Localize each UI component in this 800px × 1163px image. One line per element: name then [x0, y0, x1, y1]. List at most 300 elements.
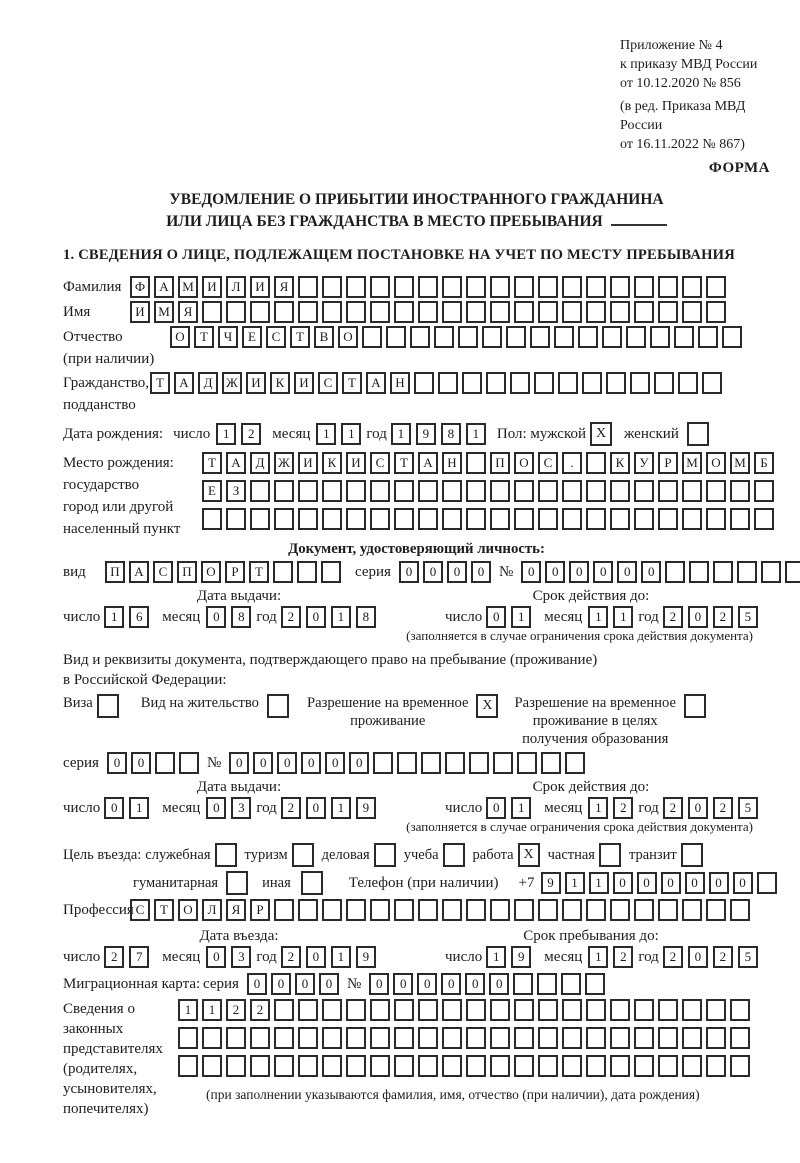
form-cell[interactable] — [586, 1027, 606, 1049]
form-cell[interactable] — [298, 1055, 318, 1077]
form-cell[interactable] — [322, 276, 342, 298]
form-cell[interactable]: 1 — [331, 946, 351, 968]
purpose-business-checkbox[interactable] — [374, 843, 396, 867]
form-cell[interactable]: 1 — [511, 606, 531, 628]
form-cell[interactable] — [538, 899, 558, 921]
form-cell[interactable] — [658, 276, 678, 298]
form-cell[interactable] — [346, 1027, 366, 1049]
form-cell[interactable]: М — [682, 452, 702, 474]
form-cell[interactable] — [722, 326, 742, 348]
form-cell[interactable]: 0 — [569, 561, 589, 583]
form-cell[interactable] — [658, 1027, 678, 1049]
form-cell[interactable] — [682, 999, 702, 1021]
form-cell[interactable]: 9 — [416, 423, 436, 445]
form-cell[interactable] — [370, 508, 390, 530]
purpose-private-checkbox[interactable] — [599, 843, 621, 867]
form-cell[interactable]: 8 — [356, 606, 376, 628]
form-cell[interactable]: Т — [290, 326, 310, 348]
form-cell[interactable]: 8 — [231, 606, 251, 628]
form-cell[interactable]: 9 — [511, 946, 531, 968]
form-cell[interactable]: 2 — [663, 797, 683, 819]
form-cell[interactable] — [658, 899, 678, 921]
form-cell[interactable] — [418, 480, 438, 502]
form-cell[interactable] — [517, 752, 537, 774]
form-cell[interactable]: 2 — [663, 946, 683, 968]
form-cell[interactable]: М — [730, 452, 750, 474]
form-cell[interactable] — [650, 326, 670, 348]
form-cell[interactable] — [462, 372, 482, 394]
form-cell[interactable] — [606, 372, 626, 394]
form-cell[interactable]: З — [226, 480, 246, 502]
form-cell[interactable] — [514, 1055, 534, 1077]
form-cell[interactable]: Р — [225, 561, 245, 583]
form-cell[interactable] — [226, 1027, 246, 1049]
form-cell[interactable]: 0 — [295, 973, 315, 995]
form-cell[interactable]: 0 — [545, 561, 565, 583]
form-cell[interactable]: 0 — [319, 973, 339, 995]
form-cell[interactable]: Т — [154, 899, 174, 921]
form-cell[interactable]: 1 — [316, 423, 336, 445]
form-cell[interactable] — [386, 326, 406, 348]
form-cell[interactable] — [682, 1055, 702, 1077]
form-cell[interactable] — [562, 480, 582, 502]
form-cell[interactable] — [706, 480, 726, 502]
form-cell[interactable] — [490, 301, 510, 323]
form-cell[interactable]: 2 — [663, 606, 683, 628]
form-cell[interactable] — [706, 1055, 726, 1077]
form-cell[interactable]: О — [706, 452, 726, 474]
form-cell[interactable] — [298, 1027, 318, 1049]
form-cell[interactable] — [370, 301, 390, 323]
form-cell[interactable] — [346, 480, 366, 502]
form-cell[interactable] — [658, 301, 678, 323]
form-cell[interactable] — [757, 872, 777, 894]
form-cell[interactable] — [514, 1027, 534, 1049]
form-cell[interactable] — [682, 480, 702, 502]
form-cell[interactable]: 0 — [104, 797, 124, 819]
form-cell[interactable] — [634, 1027, 654, 1049]
form-cell[interactable]: 0 — [688, 797, 708, 819]
form-cell[interactable] — [346, 508, 366, 530]
form-cell[interactable]: 0 — [593, 561, 613, 583]
form-cell[interactable] — [434, 326, 454, 348]
form-cell[interactable]: С — [266, 326, 286, 348]
form-cell[interactable] — [634, 999, 654, 1021]
form-cell[interactable] — [394, 899, 414, 921]
form-cell[interactable] — [410, 326, 430, 348]
form-cell[interactable] — [298, 899, 318, 921]
form-cell[interactable] — [418, 999, 438, 1021]
form-cell[interactable] — [654, 372, 674, 394]
form-cell[interactable] — [370, 1055, 390, 1077]
form-cell[interactable] — [226, 508, 246, 530]
form-cell[interactable] — [565, 752, 585, 774]
form-cell[interactable] — [634, 480, 654, 502]
form-cell[interactable] — [754, 508, 774, 530]
form-cell[interactable]: 1 — [588, 946, 608, 968]
form-cell[interactable] — [538, 1055, 558, 1077]
form-cell[interactable] — [538, 276, 558, 298]
form-cell[interactable] — [730, 1055, 750, 1077]
form-cell[interactable]: Я — [274, 276, 294, 298]
form-cell[interactable]: 0 — [206, 946, 226, 968]
form-cell[interactable]: 0 — [369, 973, 389, 995]
form-cell[interactable] — [702, 372, 722, 394]
form-cell[interactable]: 0 — [486, 797, 506, 819]
form-cell[interactable] — [706, 301, 726, 323]
form-cell[interactable] — [586, 999, 606, 1021]
form-cell[interactable] — [394, 301, 414, 323]
form-cell[interactable] — [394, 1027, 414, 1049]
form-cell[interactable]: Т — [194, 326, 214, 348]
form-cell[interactable] — [562, 301, 582, 323]
form-cell[interactable] — [466, 301, 486, 323]
form-cell[interactable] — [737, 561, 757, 583]
form-cell[interactable] — [394, 1055, 414, 1077]
form-cell[interactable] — [322, 1055, 342, 1077]
form-cell[interactable] — [466, 508, 486, 530]
form-cell[interactable]: 1 — [486, 946, 506, 968]
form-cell[interactable] — [630, 372, 650, 394]
form-cell[interactable]: 1 — [613, 606, 633, 628]
form-cell[interactable] — [586, 1055, 606, 1077]
form-cell[interactable]: И — [298, 452, 318, 474]
form-cell[interactable]: 0 — [613, 872, 633, 894]
form-cell[interactable]: С — [318, 372, 338, 394]
form-cell[interactable] — [202, 508, 222, 530]
form-cell[interactable] — [514, 899, 534, 921]
form-cell[interactable] — [610, 1027, 630, 1049]
form-cell[interactable] — [665, 561, 685, 583]
form-cell[interactable]: А — [366, 372, 386, 394]
form-cell[interactable] — [370, 1027, 390, 1049]
form-cell[interactable]: 5 — [738, 797, 758, 819]
form-cell[interactable]: 2 — [281, 797, 301, 819]
form-cell[interactable] — [346, 276, 366, 298]
form-cell[interactable] — [634, 899, 654, 921]
form-cell[interactable] — [490, 508, 510, 530]
form-cell[interactable] — [682, 508, 702, 530]
form-cell[interactable]: Т — [202, 452, 222, 474]
purpose-tourism-checkbox[interactable] — [292, 843, 314, 867]
form-cell[interactable]: 2 — [226, 999, 246, 1021]
form-cell[interactable] — [226, 301, 246, 323]
form-cell[interactable] — [562, 508, 582, 530]
form-cell[interactable] — [706, 999, 726, 1021]
form-cell[interactable]: А — [226, 452, 246, 474]
form-cell[interactable] — [442, 999, 462, 1021]
form-cell[interactable] — [273, 561, 293, 583]
form-cell[interactable] — [586, 452, 606, 474]
form-cell[interactable] — [490, 480, 510, 502]
form-cell[interactable] — [490, 1027, 510, 1049]
form-cell[interactable]: 0 — [709, 872, 729, 894]
form-cell[interactable]: Н — [442, 452, 462, 474]
form-cell[interactable] — [298, 301, 318, 323]
form-cell[interactable] — [274, 301, 294, 323]
form-cell[interactable] — [785, 561, 800, 583]
form-cell[interactable] — [634, 508, 654, 530]
form-cell[interactable] — [586, 899, 606, 921]
form-cell[interactable] — [274, 508, 294, 530]
form-cell[interactable] — [538, 999, 558, 1021]
form-cell[interactable]: 1 — [178, 999, 198, 1021]
form-cell[interactable]: 0 — [486, 606, 506, 628]
form-cell[interactable]: 2 — [713, 797, 733, 819]
form-cell[interactable]: 1 — [588, 797, 608, 819]
form-cell[interactable] — [706, 508, 726, 530]
form-cell[interactable] — [370, 480, 390, 502]
form-cell[interactable]: С — [370, 452, 390, 474]
form-cell[interactable]: 0 — [206, 797, 226, 819]
form-cell[interactable] — [442, 1027, 462, 1049]
form-cell[interactable]: 1 — [104, 606, 124, 628]
form-cell[interactable]: О — [338, 326, 358, 348]
form-cell[interactable]: П — [105, 561, 125, 583]
form-cell[interactable] — [202, 1027, 222, 1049]
form-cell[interactable]: И — [130, 301, 150, 323]
form-cell[interactable]: П — [490, 452, 510, 474]
form-cell[interactable]: 9 — [541, 872, 561, 894]
form-cell[interactable] — [586, 301, 606, 323]
form-cell[interactable] — [418, 276, 438, 298]
form-cell[interactable]: С — [538, 452, 558, 474]
form-cell[interactable] — [490, 999, 510, 1021]
form-cell[interactable] — [298, 276, 318, 298]
form-cell[interactable] — [538, 1027, 558, 1049]
purpose-humanitarian-checkbox[interactable] — [226, 871, 248, 895]
form-cell[interactable]: Е — [202, 480, 222, 502]
form-cell[interactable]: О — [514, 452, 534, 474]
form-cell[interactable]: 0 — [521, 561, 541, 583]
form-cell[interactable]: Р — [658, 452, 678, 474]
form-cell[interactable] — [418, 508, 438, 530]
form-cell[interactable] — [178, 1055, 198, 1077]
form-cell[interactable] — [370, 999, 390, 1021]
form-cell[interactable]: Т — [249, 561, 269, 583]
form-cell[interactable]: Ж — [222, 372, 242, 394]
form-cell[interactable] — [578, 326, 598, 348]
form-cell[interactable]: А — [154, 276, 174, 298]
form-cell[interactable]: Я — [226, 899, 246, 921]
form-cell[interactable] — [226, 1055, 246, 1077]
form-cell[interactable]: 0 — [306, 606, 326, 628]
form-cell[interactable] — [513, 973, 533, 995]
form-cell[interactable]: Е — [242, 326, 262, 348]
form-cell[interactable] — [250, 480, 270, 502]
form-cell[interactable]: И — [294, 372, 314, 394]
form-cell[interactable]: Л — [202, 899, 222, 921]
form-cell[interactable] — [585, 973, 605, 995]
form-cell[interactable]: 1 — [331, 797, 351, 819]
form-cell[interactable]: 0 — [325, 752, 345, 774]
form-cell[interactable] — [678, 372, 698, 394]
form-cell[interactable]: 1 — [511, 797, 531, 819]
form-cell[interactable] — [510, 372, 530, 394]
form-cell[interactable] — [274, 999, 294, 1021]
form-cell[interactable]: 1 — [391, 423, 411, 445]
form-cell[interactable] — [682, 1027, 702, 1049]
form-cell[interactable]: О — [178, 899, 198, 921]
form-cell[interactable] — [466, 1027, 486, 1049]
form-cell[interactable]: 0 — [641, 561, 661, 583]
form-cell[interactable] — [397, 752, 417, 774]
form-cell[interactable] — [514, 276, 534, 298]
form-cell[interactable] — [298, 480, 318, 502]
form-cell[interactable]: П — [177, 561, 197, 583]
form-cell[interactable]: В — [314, 326, 334, 348]
form-cell[interactable] — [538, 508, 558, 530]
form-cell[interactable] — [322, 301, 342, 323]
form-cell[interactable] — [466, 899, 486, 921]
form-cell[interactable]: 1 — [565, 872, 585, 894]
form-cell[interactable] — [658, 480, 678, 502]
form-cell[interactable] — [490, 899, 510, 921]
form-cell[interactable] — [322, 480, 342, 502]
form-cell[interactable]: 3 — [231, 946, 251, 968]
form-cell[interactable] — [610, 1055, 630, 1077]
form-cell[interactable] — [634, 301, 654, 323]
form-cell[interactable]: 0 — [306, 797, 326, 819]
form-cell[interactable] — [346, 1055, 366, 1077]
form-cell[interactable]: 0 — [247, 973, 267, 995]
form-cell[interactable]: 0 — [399, 561, 419, 583]
form-cell[interactable] — [438, 372, 458, 394]
form-cell[interactable] — [561, 973, 581, 995]
form-cell[interactable] — [558, 372, 578, 394]
form-cell[interactable] — [298, 999, 318, 1021]
form-cell[interactable]: 1 — [129, 797, 149, 819]
form-cell[interactable] — [754, 480, 774, 502]
form-cell[interactable]: 2 — [104, 946, 124, 968]
form-cell[interactable] — [466, 1055, 486, 1077]
form-cell[interactable] — [394, 508, 414, 530]
form-cell[interactable]: 2 — [281, 946, 301, 968]
form-cell[interactable]: И — [246, 372, 266, 394]
form-cell[interactable]: 0 — [107, 752, 127, 774]
form-cell[interactable]: М — [178, 276, 198, 298]
form-cell[interactable] — [274, 480, 294, 502]
form-cell[interactable]: Ч — [218, 326, 238, 348]
form-cell[interactable] — [442, 508, 462, 530]
form-cell[interactable]: Т — [342, 372, 362, 394]
form-cell[interactable] — [322, 508, 342, 530]
form-cell[interactable] — [298, 508, 318, 530]
form-cell[interactable]: И — [346, 452, 366, 474]
form-cell[interactable] — [534, 372, 554, 394]
form-cell[interactable] — [250, 301, 270, 323]
form-cell[interactable] — [514, 508, 534, 530]
form-cell[interactable]: 2 — [613, 797, 633, 819]
form-cell[interactable]: А — [129, 561, 149, 583]
form-cell[interactable]: Б — [754, 452, 774, 474]
form-cell[interactable] — [538, 480, 558, 502]
purpose-study-checkbox[interactable] — [443, 843, 465, 867]
form-cell[interactable]: 8 — [441, 423, 461, 445]
form-cell[interactable]: К — [322, 452, 342, 474]
form-cell[interactable] — [321, 561, 341, 583]
form-cell[interactable]: 1 — [466, 423, 486, 445]
form-cell[interactable]: 7 — [129, 946, 149, 968]
form-cell[interactable]: 0 — [349, 752, 369, 774]
form-cell[interactable]: А — [418, 452, 438, 474]
form-cell[interactable]: С — [130, 899, 150, 921]
form-cell[interactable]: 1 — [341, 423, 361, 445]
form-cell[interactable] — [322, 999, 342, 1021]
form-cell[interactable] — [466, 999, 486, 1021]
form-cell[interactable] — [466, 276, 486, 298]
form-cell[interactable] — [713, 561, 733, 583]
form-cell[interactable] — [626, 326, 646, 348]
form-cell[interactable] — [582, 372, 602, 394]
form-cell[interactable] — [421, 752, 441, 774]
form-cell[interactable] — [297, 561, 317, 583]
form-cell[interactable]: 1 — [216, 423, 236, 445]
form-cell[interactable] — [250, 1055, 270, 1077]
form-cell[interactable] — [346, 301, 366, 323]
form-cell[interactable]: 9 — [356, 946, 376, 968]
form-cell[interactable] — [698, 326, 718, 348]
form-cell[interactable] — [482, 326, 502, 348]
form-cell[interactable] — [658, 1055, 678, 1077]
form-cell[interactable] — [274, 899, 294, 921]
form-cell[interactable]: М — [154, 301, 174, 323]
form-cell[interactable]: 2 — [613, 946, 633, 968]
form-cell[interactable]: 0 — [685, 872, 705, 894]
form-cell[interactable] — [634, 276, 654, 298]
form-cell[interactable]: 0 — [423, 561, 443, 583]
form-cell[interactable] — [362, 326, 382, 348]
residence-permit-checkbox[interactable] — [267, 694, 289, 718]
form-cell[interactable]: 0 — [688, 946, 708, 968]
form-cell[interactable]: Т — [394, 452, 414, 474]
form-cell[interactable] — [442, 301, 462, 323]
form-cell[interactable]: 2 — [281, 606, 301, 628]
form-cell[interactable]: 0 — [447, 561, 467, 583]
form-cell[interactable] — [274, 1027, 294, 1049]
form-cell[interactable]: 2 — [713, 606, 733, 628]
form-cell[interactable]: И — [202, 276, 222, 298]
purpose-transit-checkbox[interactable] — [681, 843, 703, 867]
form-cell[interactable] — [562, 1055, 582, 1077]
form-cell[interactable] — [682, 301, 702, 323]
form-cell[interactable]: У — [634, 452, 654, 474]
form-cell[interactable] — [730, 899, 750, 921]
form-cell[interactable]: 3 — [231, 797, 251, 819]
form-cell[interactable] — [530, 326, 550, 348]
form-cell[interactable] — [442, 276, 462, 298]
form-cell[interactable] — [418, 899, 438, 921]
form-cell[interactable]: 0 — [417, 973, 437, 995]
form-cell[interactable]: Н — [390, 372, 410, 394]
form-cell[interactable] — [179, 752, 199, 774]
purpose-official-checkbox[interactable] — [215, 843, 237, 867]
form-cell[interactable]: 6 — [129, 606, 149, 628]
form-cell[interactable]: 1 — [589, 872, 609, 894]
form-cell[interactable] — [610, 999, 630, 1021]
form-cell[interactable]: 0 — [441, 973, 461, 995]
form-cell[interactable]: К — [270, 372, 290, 394]
form-cell[interactable] — [155, 752, 175, 774]
form-cell[interactable] — [506, 326, 526, 348]
temp-residence-education-checkbox[interactable] — [684, 694, 706, 718]
form-cell[interactable]: 0 — [277, 752, 297, 774]
form-cell[interactable] — [674, 326, 694, 348]
purpose-other-checkbox[interactable] — [301, 871, 323, 895]
form-cell[interactable] — [538, 301, 558, 323]
form-cell[interactable] — [706, 899, 726, 921]
form-cell[interactable] — [346, 999, 366, 1021]
